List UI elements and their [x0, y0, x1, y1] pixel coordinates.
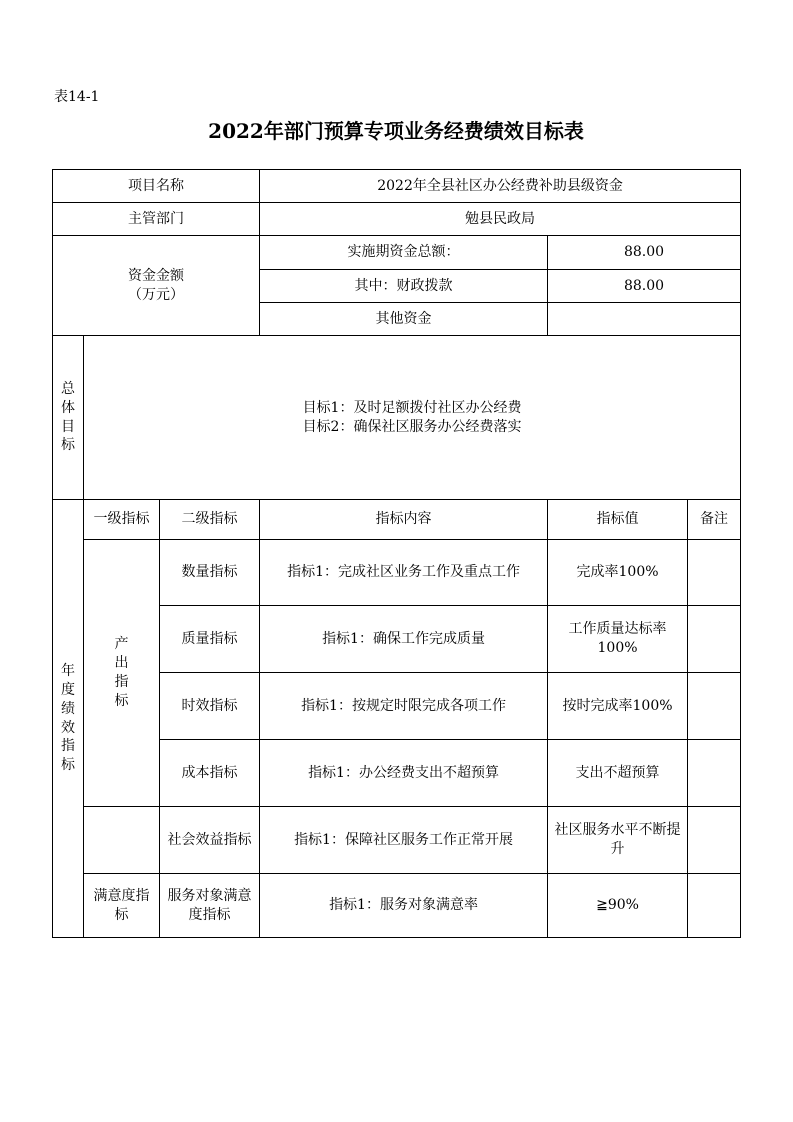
project-name-value: 2022年全县社区办公经费补助县级资金 — [260, 170, 741, 203]
indicator-value: 工作质量达标率100% — [548, 606, 688, 673]
funds-fiscal-label: 其中：财政拨款 — [260, 270, 548, 303]
indicator-value: 社区服务水平不断提升 — [548, 807, 688, 874]
output-label-char: 出 — [114, 655, 129, 672]
indicator-header-row — [53, 500, 741, 540]
overall-goal-char: 体 — [61, 399, 75, 416]
annual-label-char: 标 — [61, 757, 75, 774]
funds-other-value — [548, 303, 741, 336]
overall-goal-char: 总 — [61, 380, 75, 397]
indicator-content: 指标1：办公经费支出不超预算 — [260, 740, 548, 807]
funds-total-label: 实施期资金总额： — [260, 236, 548, 270]
project-name-row — [53, 170, 741, 203]
department-value: 勉县民政局 — [260, 203, 741, 236]
indicator-value: ≧90% — [548, 874, 688, 938]
indicator-note — [688, 740, 741, 807]
page-title: 2022年部门预算专项业务经费绩效目标表 — [208, 119, 584, 143]
overall-goal-row — [53, 336, 741, 500]
header-content: 指标内容 — [260, 500, 548, 540]
indicator-note — [688, 540, 741, 606]
indicator-level2: 数量指标 — [160, 540, 260, 606]
indicator-note — [688, 807, 741, 874]
annual-label-char: 年 — [61, 662, 75, 679]
indicator-content: 指标1：保障社区服务工作正常开展 — [260, 807, 548, 874]
overall-goal-char: 标 — [61, 437, 75, 454]
annual-label-char: 指 — [61, 738, 75, 755]
overall-goal-label — [53, 336, 84, 500]
indicator-note — [688, 673, 741, 740]
indicator-note — [688, 874, 741, 938]
department-row — [53, 203, 741, 236]
project-name-label: 项目名称 — [53, 170, 260, 203]
header-level2: 二级指标 — [160, 500, 260, 540]
overall-goal-item: 目标1：及时足额拨付社区办公经费 — [302, 399, 522, 416]
indicator-row — [53, 540, 741, 606]
indicator-note — [688, 606, 741, 673]
indicator-content: 指标1：确保工作完成质量 — [260, 606, 548, 673]
overall-goal-content — [84, 336, 741, 500]
indicator-level2: 时效指标 — [160, 673, 260, 740]
funds-other-label: 其他资金 — [260, 303, 548, 336]
indicator-content: 指标1：按规定时限完成各项工作 — [260, 673, 548, 740]
table-code: 表14-1 — [54, 89, 100, 105]
output-label-char: 产 — [114, 636, 129, 653]
indicator-value: 完成率100% — [548, 540, 688, 606]
annual-label-char: 绩 — [61, 700, 75, 717]
annual-label-char: 效 — [61, 719, 75, 736]
annual-label-char: 度 — [61, 681, 75, 698]
funds-total-value: 88.00 — [548, 236, 741, 270]
indicator-level1-empty — [84, 807, 160, 874]
funds-label: 资金金额 — [128, 267, 185, 284]
output-indicator-label — [84, 540, 160, 807]
funds-total-row — [53, 236, 741, 270]
overall-goal-item: 目标2：确保社区服务办公经费落实 — [302, 418, 522, 435]
header-value: 指标值 — [548, 500, 688, 540]
indicator-content: 指标1：完成社区业务工作及重点工作 — [260, 540, 548, 606]
annual-indicator-label — [53, 500, 84, 938]
output-label-char: 标 — [114, 692, 129, 709]
header-note: 备注 — [688, 500, 741, 540]
performance-target-table — [52, 169, 741, 938]
output-label-char: 指 — [114, 674, 129, 690]
funds-unit: （万元） — [128, 286, 185, 303]
satisfaction-level1: 满意度指标 — [84, 874, 160, 938]
indicator-value: 支出不超预算 — [548, 740, 688, 807]
overall-goal-char: 目 — [61, 418, 75, 435]
department-label: 主管部门 — [53, 203, 260, 236]
funds-fiscal-value: 88.00 — [548, 270, 741, 303]
indicator-level2: 服务对象满意度指标 — [160, 874, 260, 938]
indicator-level2: 质量指标 — [160, 606, 260, 673]
indicator-level2: 社会效益指标 — [160, 807, 260, 874]
funds-label-cell — [53, 236, 260, 336]
indicator-row — [53, 874, 741, 938]
indicator-content: 指标1：服务对象满意率 — [260, 874, 548, 938]
indicator-row — [53, 807, 741, 874]
indicator-value: 按时完成率100% — [548, 673, 688, 740]
indicator-level2: 成本指标 — [160, 740, 260, 807]
header-level1: 一级指标 — [84, 500, 160, 540]
